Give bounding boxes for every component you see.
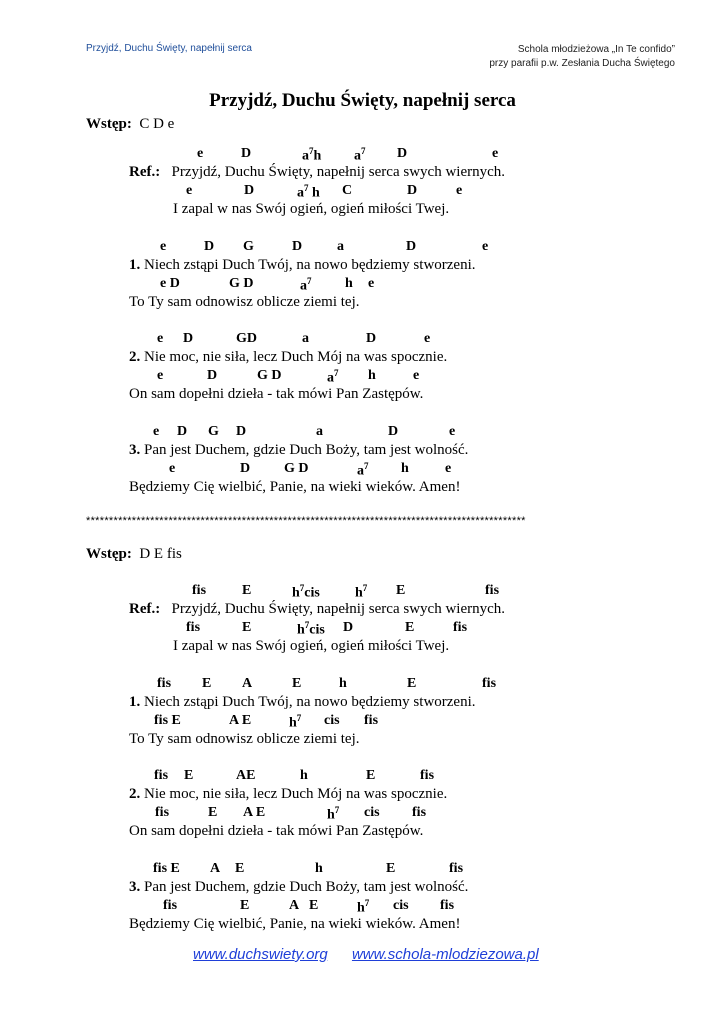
- chord: D: [388, 424, 399, 439]
- chord: e: [153, 424, 160, 439]
- chord: $a^7$: [327, 368, 339, 386]
- refrain-line-2: I zapal w nas Swój ogień, ogień miłości Twej.: [173, 638, 450, 654]
- verse-2-line-1: [129, 349, 447, 366]
- lyric: Niech zstąpi Duch Twój, na nowo będziemy stworzeni.: [144, 257, 476, 273]
- verse-1-line-2: To Ty sam odnowisz oblicze ziemi tej.: [129, 294, 360, 310]
- chord: E: [184, 768, 194, 783]
- lyric: Przyjdź, Duchu Święty, napełnij serca swych wiernych.: [171, 601, 505, 617]
- chord: GD: [236, 331, 258, 346]
- chord-line: [0, 239, 725, 259]
- verse-2-line-2: On sam dopełni dzieła - tak mówi Pan Zastępów.: [129, 386, 424, 402]
- chord: e: [413, 368, 420, 383]
- chord-line: [0, 768, 725, 788]
- verse-number: 2.: [129, 349, 141, 365]
- verse-number: 1.: [129, 257, 141, 273]
- chord: fis: [485, 583, 500, 598]
- lyric: Nie moc, nie siła, lecz Duch Mój na was spocznie.: [144, 786, 448, 802]
- chord-line: [0, 424, 725, 444]
- chord: G: [208, 424, 219, 439]
- chord: D: [241, 146, 252, 161]
- chord: e: [445, 461, 452, 476]
- chord: D: [406, 239, 417, 254]
- chord: E: [366, 768, 376, 783]
- chord: fis: [453, 620, 468, 635]
- intro-label: Wstęp:: [86, 546, 132, 562]
- chord: E: [396, 583, 406, 598]
- chord: $h^7cis$: [292, 583, 320, 601]
- chord: $h^7$: [289, 713, 302, 731]
- chord: $a^7h$: [302, 146, 322, 164]
- chord-line: [0, 276, 725, 296]
- lyric: Nie moc, nie siła, lecz Duch Mój na was spocznie.: [144, 349, 448, 365]
- header-song-title: Przyjdź, Duchu Święty, napełnij serca: [86, 43, 252, 54]
- chord: G D: [284, 461, 309, 476]
- chord: D: [240, 461, 251, 476]
- chord: $a^7$: [357, 461, 369, 479]
- chord: D: [343, 620, 354, 635]
- refrain-line-2: I zapal w nas Swój ogień, ogień miłości Twej.: [173, 201, 450, 217]
- chord: D: [397, 146, 408, 161]
- chord: E: [240, 898, 250, 913]
- chord: cis: [393, 898, 409, 913]
- chord: G D: [229, 276, 254, 291]
- chord: e: [197, 146, 204, 161]
- lyric: Pan jest Duchem, gdzie Duch Boży, tam jest wolność.: [144, 879, 469, 895]
- chord: E: [242, 583, 252, 598]
- footer-links: [193, 946, 559, 963]
- chord: fis: [412, 805, 427, 820]
- chord: $a^7$ h: [297, 183, 320, 201]
- chord: cis: [324, 713, 340, 728]
- chord: fis E: [153, 861, 180, 876]
- chord: D: [244, 183, 255, 198]
- chord: AE: [236, 768, 256, 783]
- refrain-line-1: [129, 164, 505, 181]
- refrain-label: Ref.:: [129, 164, 161, 180]
- chord: G: [243, 239, 254, 254]
- chord: h: [339, 676, 347, 691]
- chord: h: [345, 276, 353, 291]
- verse-number: 3.: [129, 879, 141, 895]
- chord: e: [186, 183, 193, 198]
- chord-line: [0, 676, 725, 696]
- verse-3-line-1: [129, 442, 468, 459]
- chord-line: [0, 805, 725, 825]
- chord: E: [235, 861, 245, 876]
- chord: e: [160, 239, 167, 254]
- chord: fis: [163, 898, 178, 913]
- chord: E: [407, 676, 417, 691]
- verse-1-line-1: [129, 694, 476, 711]
- chord-line: [0, 331, 725, 351]
- chord: h: [300, 768, 308, 783]
- chord: E: [208, 805, 218, 820]
- verse-3-line-2: Będziemy Cię wielbić, Panie, na wieki wieków. Amen!: [129, 479, 461, 495]
- verse-3-line-2: Będziemy Cię wielbić, Panie, na wieki wieków. Amen!: [129, 916, 461, 932]
- section-separator: ************************************************************************************************: [86, 515, 526, 527]
- lyric: Przyjdź, Duchu Święty, napełnij serca swych wiernych.: [171, 164, 505, 180]
- link-schola[interactable]: www.schola-mlodziezowa.pl: [351, 946, 539, 963]
- chord: fis E: [154, 713, 181, 728]
- chord: $h^7$: [357, 898, 370, 916]
- chord: $a^7$: [354, 146, 366, 164]
- chord: E: [405, 620, 415, 635]
- verse-number: 1.: [129, 694, 141, 710]
- chord-line: [0, 368, 725, 388]
- chord: cis: [364, 805, 380, 820]
- chord: e: [449, 424, 456, 439]
- chord: a: [337, 239, 344, 254]
- chord: D: [292, 239, 303, 254]
- song-title: Przyjdź, Duchu Święty, napełnij serca: [209, 90, 516, 111]
- chord: e: [424, 331, 431, 346]
- chord: fis: [155, 805, 170, 820]
- chord-line: [0, 461, 725, 481]
- chord: E: [386, 861, 396, 876]
- chord: fis: [157, 676, 172, 691]
- chord: fis: [192, 583, 207, 598]
- chord: E: [202, 676, 212, 691]
- chord: D: [183, 331, 194, 346]
- chord: e: [368, 276, 375, 291]
- chord: a: [316, 424, 323, 439]
- chord: e: [492, 146, 499, 161]
- chord-line: [0, 713, 725, 733]
- chord: A: [289, 898, 300, 913]
- chord: e: [169, 461, 176, 476]
- chord: h: [315, 861, 323, 876]
- verse-2-line-1: [129, 786, 447, 803]
- chord: fis: [186, 620, 201, 635]
- link-duchswiety[interactable]: www.duchswiety.org: [193, 946, 328, 963]
- verse-number: 2.: [129, 786, 141, 802]
- chord: fis: [154, 768, 169, 783]
- intro-chords: C D e: [139, 116, 175, 132]
- chord: D: [366, 331, 377, 346]
- chord: $h^7$: [327, 805, 340, 823]
- chord: $h^7$: [355, 583, 368, 601]
- chord-line: [0, 861, 725, 881]
- chord: e: [456, 183, 463, 198]
- chord: A E: [243, 805, 266, 820]
- lyric: Pan jest Duchem, gdzie Duch Boży, tam jest wolność.: [144, 442, 469, 458]
- chord-line: [0, 146, 725, 166]
- intro-line-1: [86, 116, 174, 133]
- verse-number: 3.: [129, 442, 141, 458]
- chord: D: [207, 368, 218, 383]
- chord: G D: [257, 368, 282, 383]
- chord: D: [407, 183, 418, 198]
- chord-line: [0, 583, 725, 603]
- chord: fis: [440, 898, 455, 913]
- chord: fis: [449, 861, 464, 876]
- chord: C: [342, 183, 353, 198]
- verse-3-line-1: [129, 879, 468, 896]
- chord: D: [204, 239, 215, 254]
- verse-1-line-1: [129, 257, 476, 274]
- chord: fis: [482, 676, 497, 691]
- chord: e: [157, 331, 164, 346]
- chord: fis: [420, 768, 435, 783]
- chord: $a^7$: [300, 276, 312, 294]
- chord: D: [177, 424, 188, 439]
- chord: E: [292, 676, 302, 691]
- refrain-line-1: [129, 601, 505, 618]
- header-schola-name: Schola młodzieżowa „In Te confido”: [517, 44, 675, 55]
- chord: e: [157, 368, 164, 383]
- chord: h: [401, 461, 409, 476]
- chord: E: [242, 620, 252, 635]
- chord-line: [0, 620, 725, 640]
- chord-line: [0, 898, 725, 918]
- header-parish: przy parafii p.w. Zesłania Ducha Świętego: [489, 58, 675, 69]
- intro-chords: D E fis: [139, 546, 182, 562]
- chord: A: [242, 676, 253, 691]
- chord: A: [210, 861, 221, 876]
- verse-1-line-2: To Ty sam odnowisz oblicze ziemi tej.: [129, 731, 360, 747]
- chord: a: [302, 331, 309, 346]
- chord: h: [368, 368, 376, 383]
- chord-line: [0, 183, 725, 203]
- intro-label: Wstęp:: [86, 116, 132, 132]
- chord: e D: [160, 276, 180, 291]
- chord: A E: [229, 713, 252, 728]
- header-schola: [489, 43, 675, 71]
- verse-2-line-2: On sam dopełni dzieła - tak mówi Pan Zastępów.: [129, 823, 424, 839]
- intro-line-2: [86, 546, 182, 563]
- chord: fis: [364, 713, 379, 728]
- lyric: Niech zstąpi Duch Twój, na nowo będziemy stworzeni.: [144, 694, 476, 710]
- refrain-label: Ref.:: [129, 601, 161, 617]
- chord: e: [482, 239, 489, 254]
- chord: D: [236, 424, 247, 439]
- chord: E: [309, 898, 319, 913]
- chord: $h^7cis$: [297, 620, 325, 638]
